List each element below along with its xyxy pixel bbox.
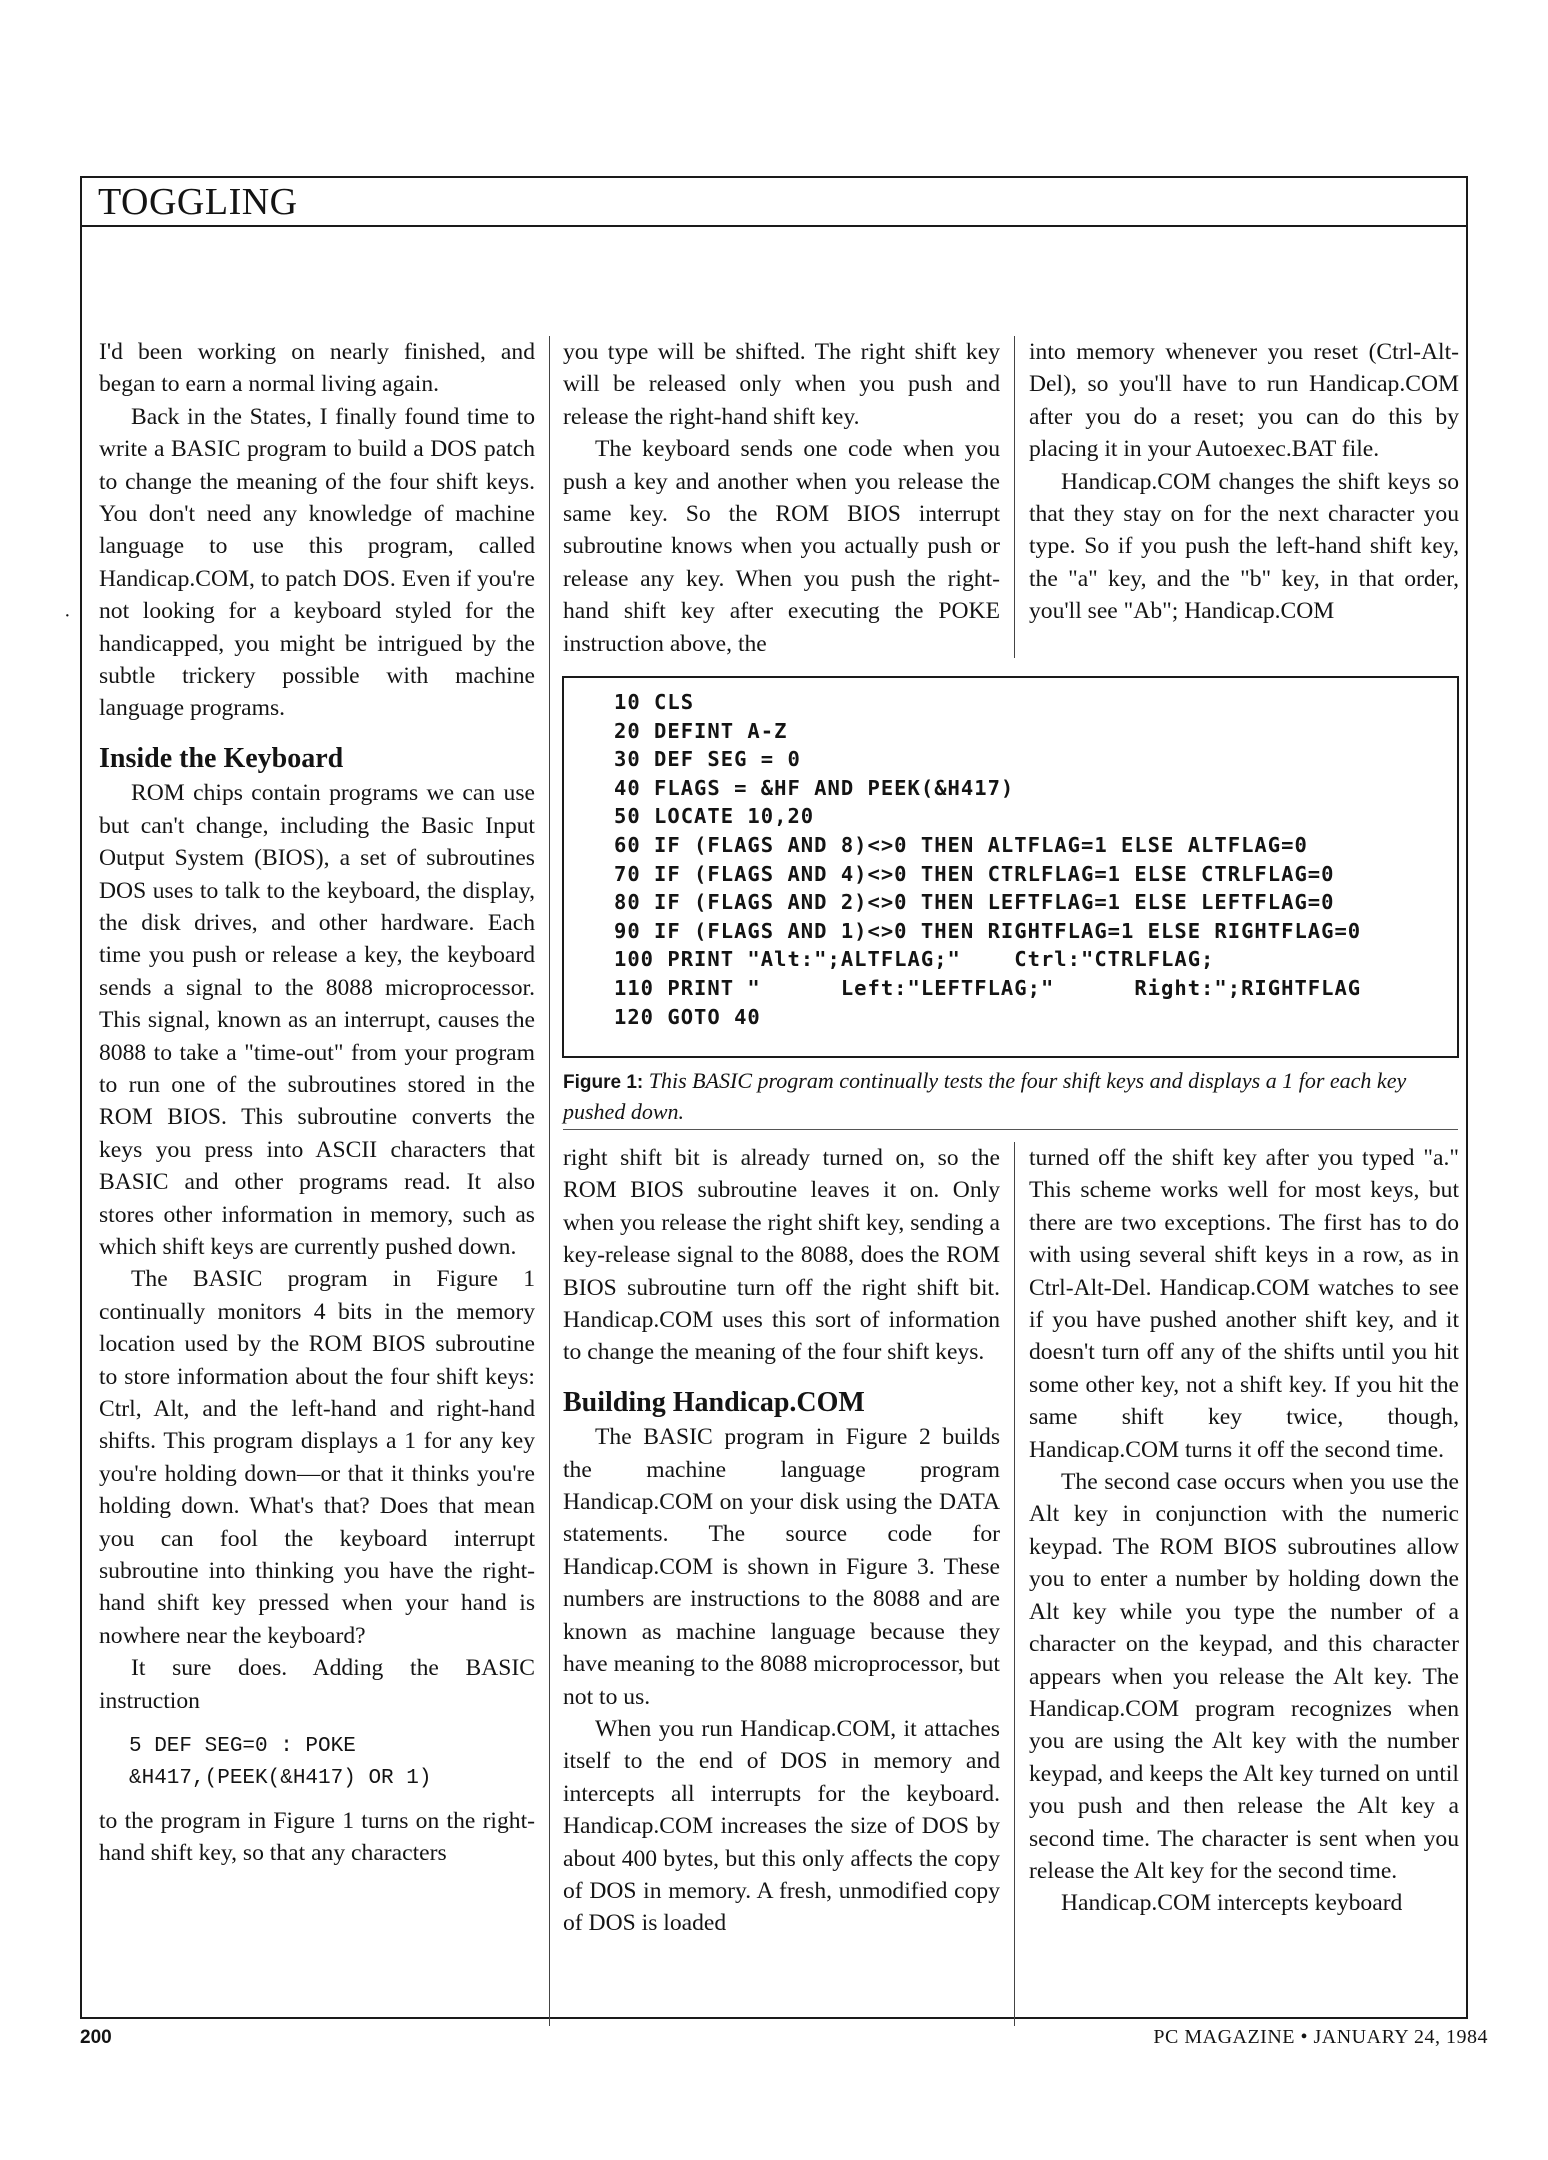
- figure-1-box: [562, 676, 1459, 1058]
- code-line: 70 IF (FLAGS AND 4)<>0 THEN CTRLFLAG=1 ELSE CTRLFLAG=0: [614, 861, 1335, 886]
- figure-1-caption: [563, 1066, 1458, 1126]
- code-line: 50 LOCATE 10,20: [614, 804, 815, 829]
- code-line: 120 GOTO 40: [614, 1004, 761, 1029]
- code-line: 10 CLS: [614, 690, 695, 714]
- paragraph: I'd been working on nearly finished, and began to earn a normal living again.: [99, 339, 535, 398]
- paragraph: Handicap.COM intercepts keyboard: [1061, 1890, 1403, 1917]
- subheading-building-handicap: Building Handicap.COM: [563, 1386, 865, 1418]
- caption-text: This BASIC program continually tests the four shift keys and displays a 1 for each key pushed down.: [563, 1068, 1407, 1124]
- column-2-bottom: [563, 1142, 1000, 1940]
- code-line: 100 PRINT "Alt:";ALTFLAG;" Ctrl:"CTRLFLAG;: [614, 947, 1215, 972]
- column-3-bottom: [1029, 1142, 1459, 1920]
- paragraph: The BASIC program in Figure 1 continually monitors 4 bits in the memory location used by the ROM BIOS subroutine to store information about the four shift keys: Ctrl, Alt, and the left-hand and right-hand shifts. This program displays a 1 for any key you're holding down—or that it thinks you're holding down. What's that? Does that mean you can fool the keyboard interrupt subroutine into thinking you have the right-hand shift key pressed when your hand is nowhere near the keyboard?: [99, 1266, 535, 1649]
- column-2-top: [563, 336, 1000, 660]
- paragraph: The second case occurs when you use the Alt key in conjunction with the numeric keypad. The ROM BIOS subroutines allow you to enter a number by holding down the Alt key while you type the number of a character on the keypad, and this character appears when you release the Alt key. The Handicap.COM program recognizes when you are using the Alt key with the number keypad, and keeps the Alt key turned on until you push and then release the Alt key a second time. The character is sent when you release the Alt key for the second time.: [1029, 1469, 1459, 1884]
- paragraph: turned off the shift key after you typed "a." This scheme works well for most keys, but there are two exceptions. The first has to do with using several shift keys in a row, as in Ctrl-Alt-Del. Handicap.COM watches to see if you have pushed another shift key, and it doesn't turn off any of the shifts until you hit some other key, not a shift key. If you hit the same shift key twice, though, Handicap.COM turns it off the second time.: [1029, 1145, 1459, 1463]
- paragraph: The keyboard sends one code when you push a key and another when you release the same key. So the ROM BIOS interrupt subroutine knows when you actually push or release any key. When you push the right-hand shift key after executing the POKE instruction above, the: [563, 436, 1000, 657]
- paragraph: It sure does. Adding the BASIC instruction: [99, 1655, 535, 1714]
- publication-footer: PC MAGAZINE • JANUARY 24, 1984: [1153, 2026, 1488, 2048]
- paragraph: into memory whenever you reset (Ctrl-Alt-Del), so you'll have to run Handicap.COM after you do a reset; you can do this by placing it in your Autoexec.BAT file.: [1029, 339, 1459, 463]
- page-number: 200: [80, 2027, 112, 2048]
- paragraph: Handicap.COM changes the shift keys so that they stay on for the next character you type. So if you push the left-hand shift key, the "a" key, and the "b" key, in that order, you'll see "Ab"; Handicap.COM: [1029, 468, 1459, 625]
- column-rule: [1014, 1142, 1015, 2026]
- paragraph: to the program in Figure 1 turns on the right-hand shift key, so that any characters: [99, 1808, 535, 1867]
- code-line: 60 IF (FLAGS AND 8)<>0 THEN ALTFLAG=1 ELSE ALTFLAG=0: [614, 832, 1308, 857]
- column-rule: [549, 336, 550, 2026]
- basic-listing: [614, 688, 1361, 1031]
- code-line: 80 IF (FLAGS AND 2)<>0 THEN LEFTFLAG=1 ELSE LEFTFLAG=0: [614, 890, 1335, 915]
- code-line: 90 IF (FLAGS AND 1)<>0 THEN RIGHTFLAG=1 ELSE RIGHTFLAG=0: [614, 918, 1362, 943]
- code-line: 110 PRINT " Left:"LEFTFLAG;" Right:";RIGHTFLAG: [614, 975, 1362, 1000]
- code-line: 30 DEF SEG = 0: [614, 747, 801, 772]
- column-3-top: [1029, 336, 1459, 628]
- column-1: [99, 336, 535, 1870]
- paragraph: When you run Handicap.COM, it attaches itself to the end of DOS in memory and intercepts all interrupts for the keyboard. Handicap.COM increases the size of DOS by about 400 bytes, but this only affects the copy of DOS in memory. A fresh, unmodified copy of DOS is loaded: [563, 1715, 1000, 1937]
- paragraph: right shift bit is already turned on, so the ROM BIOS subroutine leaves it on. Only when you release the right shift key, sending a key-release signal to the 8088, does the ROM BIOS subroutine turn off the right shift bit. Handicap.COM uses this sort of information to change the meaning of the four shift keys.: [563, 1145, 1000, 1366]
- caption-rule: [563, 1129, 1458, 1130]
- paragraph: ROM chips contain programs we can use but can't change, including the Basic Input Output System (BIOS), a set of subroutines DOS uses to talk to the keyboard, the display, the disk drives, and other hardware. Each time you push or release a key, the keyboard sends a signal to the 8088 microprocessor. This signal, known as an interrupt, causes the 8088 to take a "time-out" from your program to run one of the subroutines stored in the ROM BIOS. This subroutine converts the keys you press into ASCII characters that BASIC and other programs read. It also stores other information in memory, such as which shift keys are currently pushed down.: [99, 780, 535, 1260]
- inline-code: 5 DEF SEG=0 : POKE &H417,(PEEK(&H417) OR 1): [129, 1735, 432, 1791]
- paragraph: Back in the States, I finally found time to write a BASIC program to build a DOS patch to change the meaning of the four shift keys. You don't need any knowledge of machine language to use this program, called Handicap.COM, to patch DOS. Even if you're not looking for a keyboard styled for the handicapped, you might be intrigued by the subtle trickery possible with machine language programs.: [99, 403, 535, 722]
- caption-label: Figure 1:: [563, 1072, 644, 1093]
- margin-mark: ·: [64, 605, 71, 627]
- code-line: 20 DEFINT A-Z: [614, 718, 788, 743]
- paragraph: you type will be shifted. The right shift key will be released only when you push and release the right-hand shift key.: [563, 339, 1000, 430]
- column-rule: [1014, 336, 1015, 658]
- header-rule: [80, 225, 1468, 227]
- paragraph: The BASIC program in Figure 2 builds the machine language program Handicap.COM on your disk using the DATA statements. The source code for Handicap.COM is shown in Figure 3. These numbers are instructions to the 8088 and are known as machine language because they have meaning to the 8088 microprocessor, but not to us.: [563, 1424, 1000, 1710]
- subheading-inside-keyboard: Inside the Keyboard: [99, 742, 344, 774]
- section-title: TOGGLING: [98, 181, 298, 223]
- code-line: 40 FLAGS = &HF AND PEEK(&H417): [614, 775, 1015, 800]
